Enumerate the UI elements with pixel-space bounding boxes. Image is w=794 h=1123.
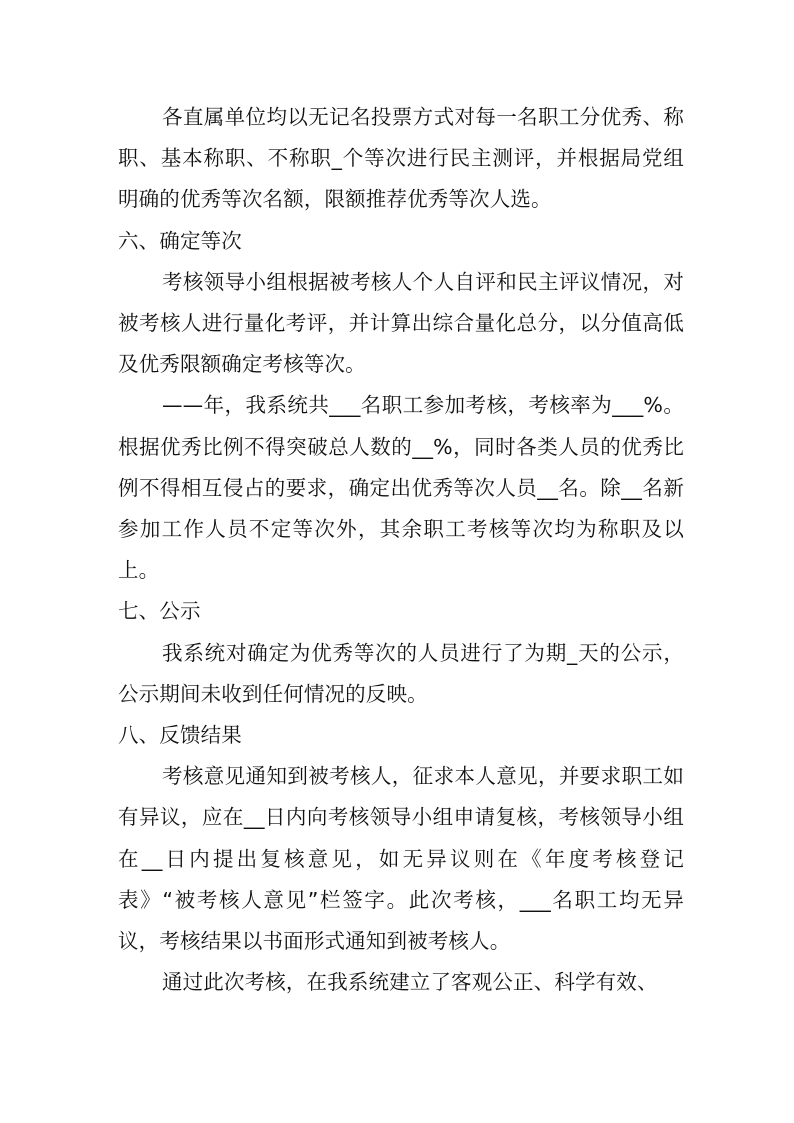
section-heading-determine-grade: 六、确定等次 xyxy=(118,228,242,253)
paragraph-democratic-evaluation: 各直属单位均以无记名投票方式对每一名职工分优秀、称职、基本称职、不称职_个等次进行民主测评，并根据局党组明确的优秀等次名额，限额推荐优秀等次人选。 xyxy=(118,105,684,212)
section-heading-public-notice: 七、公示 xyxy=(118,599,201,624)
paragraph-conclusion-start: 通过此次考核，在我系统建立了客观公正、科学有效、 xyxy=(162,970,658,995)
document-body xyxy=(118,97,684,1003)
paragraph-public-notice: 我系统对确定为优秀等次的人员进行了为期_天的公示，公示期间未收到任何情况的反映。 xyxy=(118,640,684,706)
paragraph-feedback-results: 考核意见通知到被考核人，征求本人意见，并要求职工如有异议，应在__日内向考核领导小组申请复核，考核领导小组在__日内提出复核意见，如无异议则在《年度考核登记表》“被考核人意见”栏签字。此次考核，___名职工均无异议，考核结果以书面形式通知到被考核人。 xyxy=(118,764,684,954)
paragraph-assessment-statistics: ——年，我系统共___名职工参加考核，考核率为___%。根据优秀比例不得突破总人数的__%，同时各类人员的优秀比例不得相互侵占的要求，确定出优秀等次人员__名。除__名新参加工作人员不定等次外，其余职工考核等次均为称职及以上。 xyxy=(118,393,684,583)
section-heading-feedback-results: 八、反馈结果 xyxy=(118,723,242,748)
paragraph-quantified-evaluation: 考核领导小组根据被考核人个人自评和民主评议情况，对被考核人进行量化考评，并计算出综合量化总分，以分值高低及优秀限额确定考核等次。 xyxy=(118,269,684,377)
